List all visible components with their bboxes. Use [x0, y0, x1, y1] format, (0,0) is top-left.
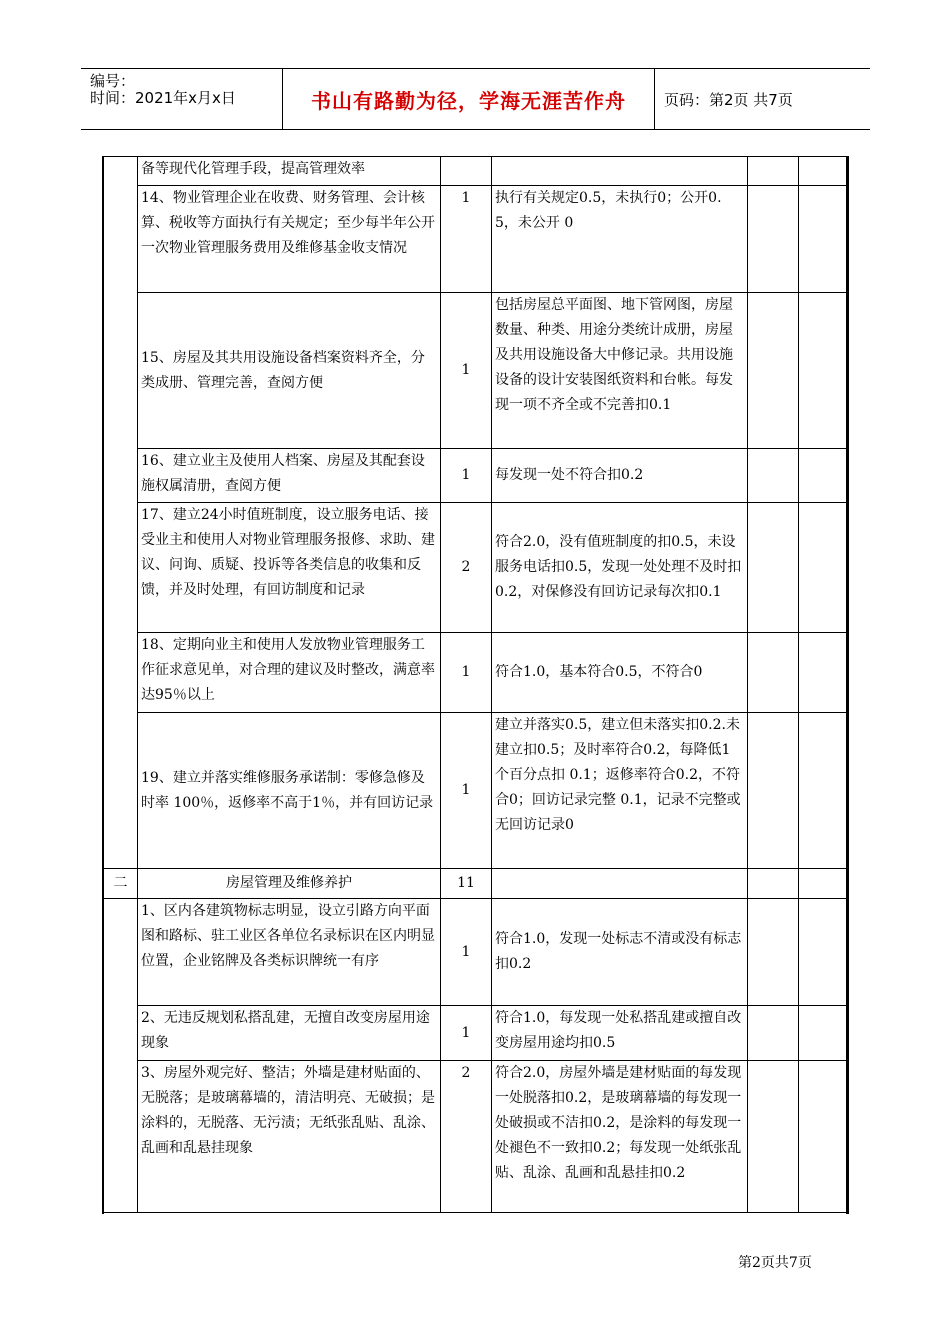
- empty-cell: [799, 503, 849, 633]
- motto: 书山有路勤为径，学海无涯苦作舟: [283, 69, 655, 129]
- criteria-cell: 符合1.0，发现一处标志不清或没有标志扣0.2: [492, 899, 748, 1006]
- empty-cell: [748, 899, 799, 1006]
- code-label: 编号：: [90, 72, 136, 90]
- item-cell: 1、区内各建筑物标志明显，设立引路方向平面图和路标、驻工业区各单位名录标识在区内明显位置，企业铭牌及各类标识牌统一有序: [138, 899, 441, 1006]
- empty-cell: [799, 713, 849, 869]
- empty-cell: [799, 186, 849, 293]
- empty-cell: [799, 293, 849, 449]
- empty-cell: [748, 449, 799, 503]
- empty-cell: [799, 1061, 849, 1213]
- section-score: 11: [441, 869, 492, 899]
- table-row: [104, 899, 849, 1006]
- item-cell: 14、物业管理企业在收费、财务管理、会计核算、税收等方面执行有关规定；至少每半年公开一次物业管理服务费用及维修基金收支情况: [138, 186, 441, 293]
- score-cell: 1: [441, 293, 492, 449]
- table-row: [104, 503, 849, 633]
- score-cell: 1: [441, 1006, 492, 1061]
- section-number-cell: [104, 157, 138, 869]
- table-row: [104, 157, 849, 186]
- empty-cell: [799, 869, 849, 899]
- empty-cell: [748, 713, 799, 869]
- empty-cell: [799, 633, 849, 713]
- section-title: 房屋管理及维修养护: [138, 869, 441, 899]
- criteria-cell: 建立并落实0.5，建立但未落实扣0.2.未建立扣0.5；及时率符合0.2，每降低1个百分点扣 0.1；返修率符合0.2，不符合0；回访记录完整 0.1，记录不完整或无回访记录0: [492, 713, 748, 869]
- empty-cell: [748, 1061, 799, 1213]
- table-row: [104, 186, 849, 293]
- table-row: [104, 1006, 849, 1061]
- empty-cell: [799, 157, 849, 186]
- score-cell: 1: [441, 449, 492, 503]
- page-header: [81, 68, 870, 130]
- criteria-cell: [492, 869, 748, 899]
- empty-cell: [799, 1006, 849, 1061]
- item-cell: 15、房屋及其共用设施设备档案资料齐全，分类成册、管理完善，查阅方便: [138, 293, 441, 449]
- table-row: [104, 293, 849, 449]
- item-cell: 18、定期向业主和使用人发放物业管理服务工作征求意见单，对合理的建议及时整改，满意率达95％以上: [138, 633, 441, 713]
- table-row: [104, 449, 849, 503]
- criteria-cell: 符合2.0，没有值班制度的扣0.5，未设服务电话扣0.5，发现一处处理不及时扣0.2，对保修没有回访记录每次扣0.1: [492, 503, 748, 633]
- evaluation-table: [103, 156, 849, 1213]
- empty-cell: [748, 293, 799, 449]
- item-cell: 备等现代化管理手段，提高管理效率: [138, 157, 441, 186]
- time-label: 时间：2021年x月x日: [90, 89, 236, 107]
- criteria-cell: 每发现一处不符合扣0.2: [492, 449, 748, 503]
- score-cell: 1: [441, 633, 492, 713]
- score-cell: [441, 157, 492, 186]
- score-cell: 2: [441, 1061, 492, 1213]
- score-cell: 1: [441, 713, 492, 869]
- empty-cell: [748, 1006, 799, 1061]
- empty-cell: [748, 633, 799, 713]
- item-cell: 2、无违反规划私搭乱建，无擅自改变房屋用途现象: [138, 1006, 441, 1061]
- empty-cell: [748, 157, 799, 186]
- criteria-cell: 符合1.0，基本符合0.5，不符合0: [492, 633, 748, 713]
- page-label: 页码：第2页 共7页: [664, 90, 793, 109]
- empty-cell: [748, 186, 799, 293]
- section-number-cell: [104, 899, 138, 1213]
- table-row: [104, 1061, 849, 1213]
- item-cell: 19、建立并落实维修服务承诺制：零修急修及时率 100％，返修率不高于1％，并有回访记录: [138, 713, 441, 869]
- empty-cell: [799, 449, 849, 503]
- score-cell: 2: [441, 503, 492, 633]
- table-right-border: [846, 156, 849, 1214]
- table-row: [104, 713, 849, 869]
- score-cell: 1: [441, 899, 492, 1006]
- criteria-cell: 符合1.0，每发现一处私搭乱建或擅自改变房屋用途均扣0.5: [492, 1006, 748, 1061]
- header-meta: [81, 69, 283, 129]
- empty-cell: [799, 899, 849, 1006]
- section-number: 二: [104, 869, 138, 899]
- section-row: [104, 869, 849, 899]
- criteria-cell: 执行有关规定0.5，未执行0；公开0.5，未公开 0: [492, 186, 748, 293]
- empty-cell: [748, 503, 799, 633]
- score-cell: 1: [441, 186, 492, 293]
- criteria-cell: 符合2.0，房屋外墙是建材贴面的每发现一处脱落扣0.2，是玻璃幕墙的每发现一处破损或不洁扣0.2，是涂料的每发现一处褪色不一致扣0.2；每发现一处纸张乱贴、乱涂、乱画和乱悬挂扣0.2: [492, 1061, 748, 1213]
- criteria-cell: [492, 157, 748, 186]
- criteria-cell: 包括房屋总平面图、地下管网图，房屋数量、种类、用途分类统计成册，房屋及共用设施设备大中修记录。共用设施设备的设计安装图纸资料和台帐。每发现一项不齐全或不完善扣0.1: [492, 293, 748, 449]
- page-footer: 第2页共7页: [738, 1255, 812, 1271]
- item-cell: 3、房屋外观完好、整洁；外墙是建材贴面的、无脱落；是玻璃幕墙的，清洁明亮、无破损；是涂料的，无脱落、无污渍；无纸张乱贴、乱涂、乱画和乱悬挂现象: [138, 1061, 441, 1213]
- table-left-border: [102, 156, 104, 1214]
- item-cell: 16、建立业主及使用人档案、房屋及其配套设施权属清册，查阅方便: [138, 449, 441, 503]
- item-cell: 17、建立24小时值班制度，设立服务电话、接受业主和使用人对物业管理服务报修、求助、建议、问询、质疑、投诉等各类信息的收集和反馈，并及时处理，有回访制度和记录: [138, 503, 441, 633]
- empty-cell: [748, 869, 799, 899]
- table-row: [104, 633, 849, 713]
